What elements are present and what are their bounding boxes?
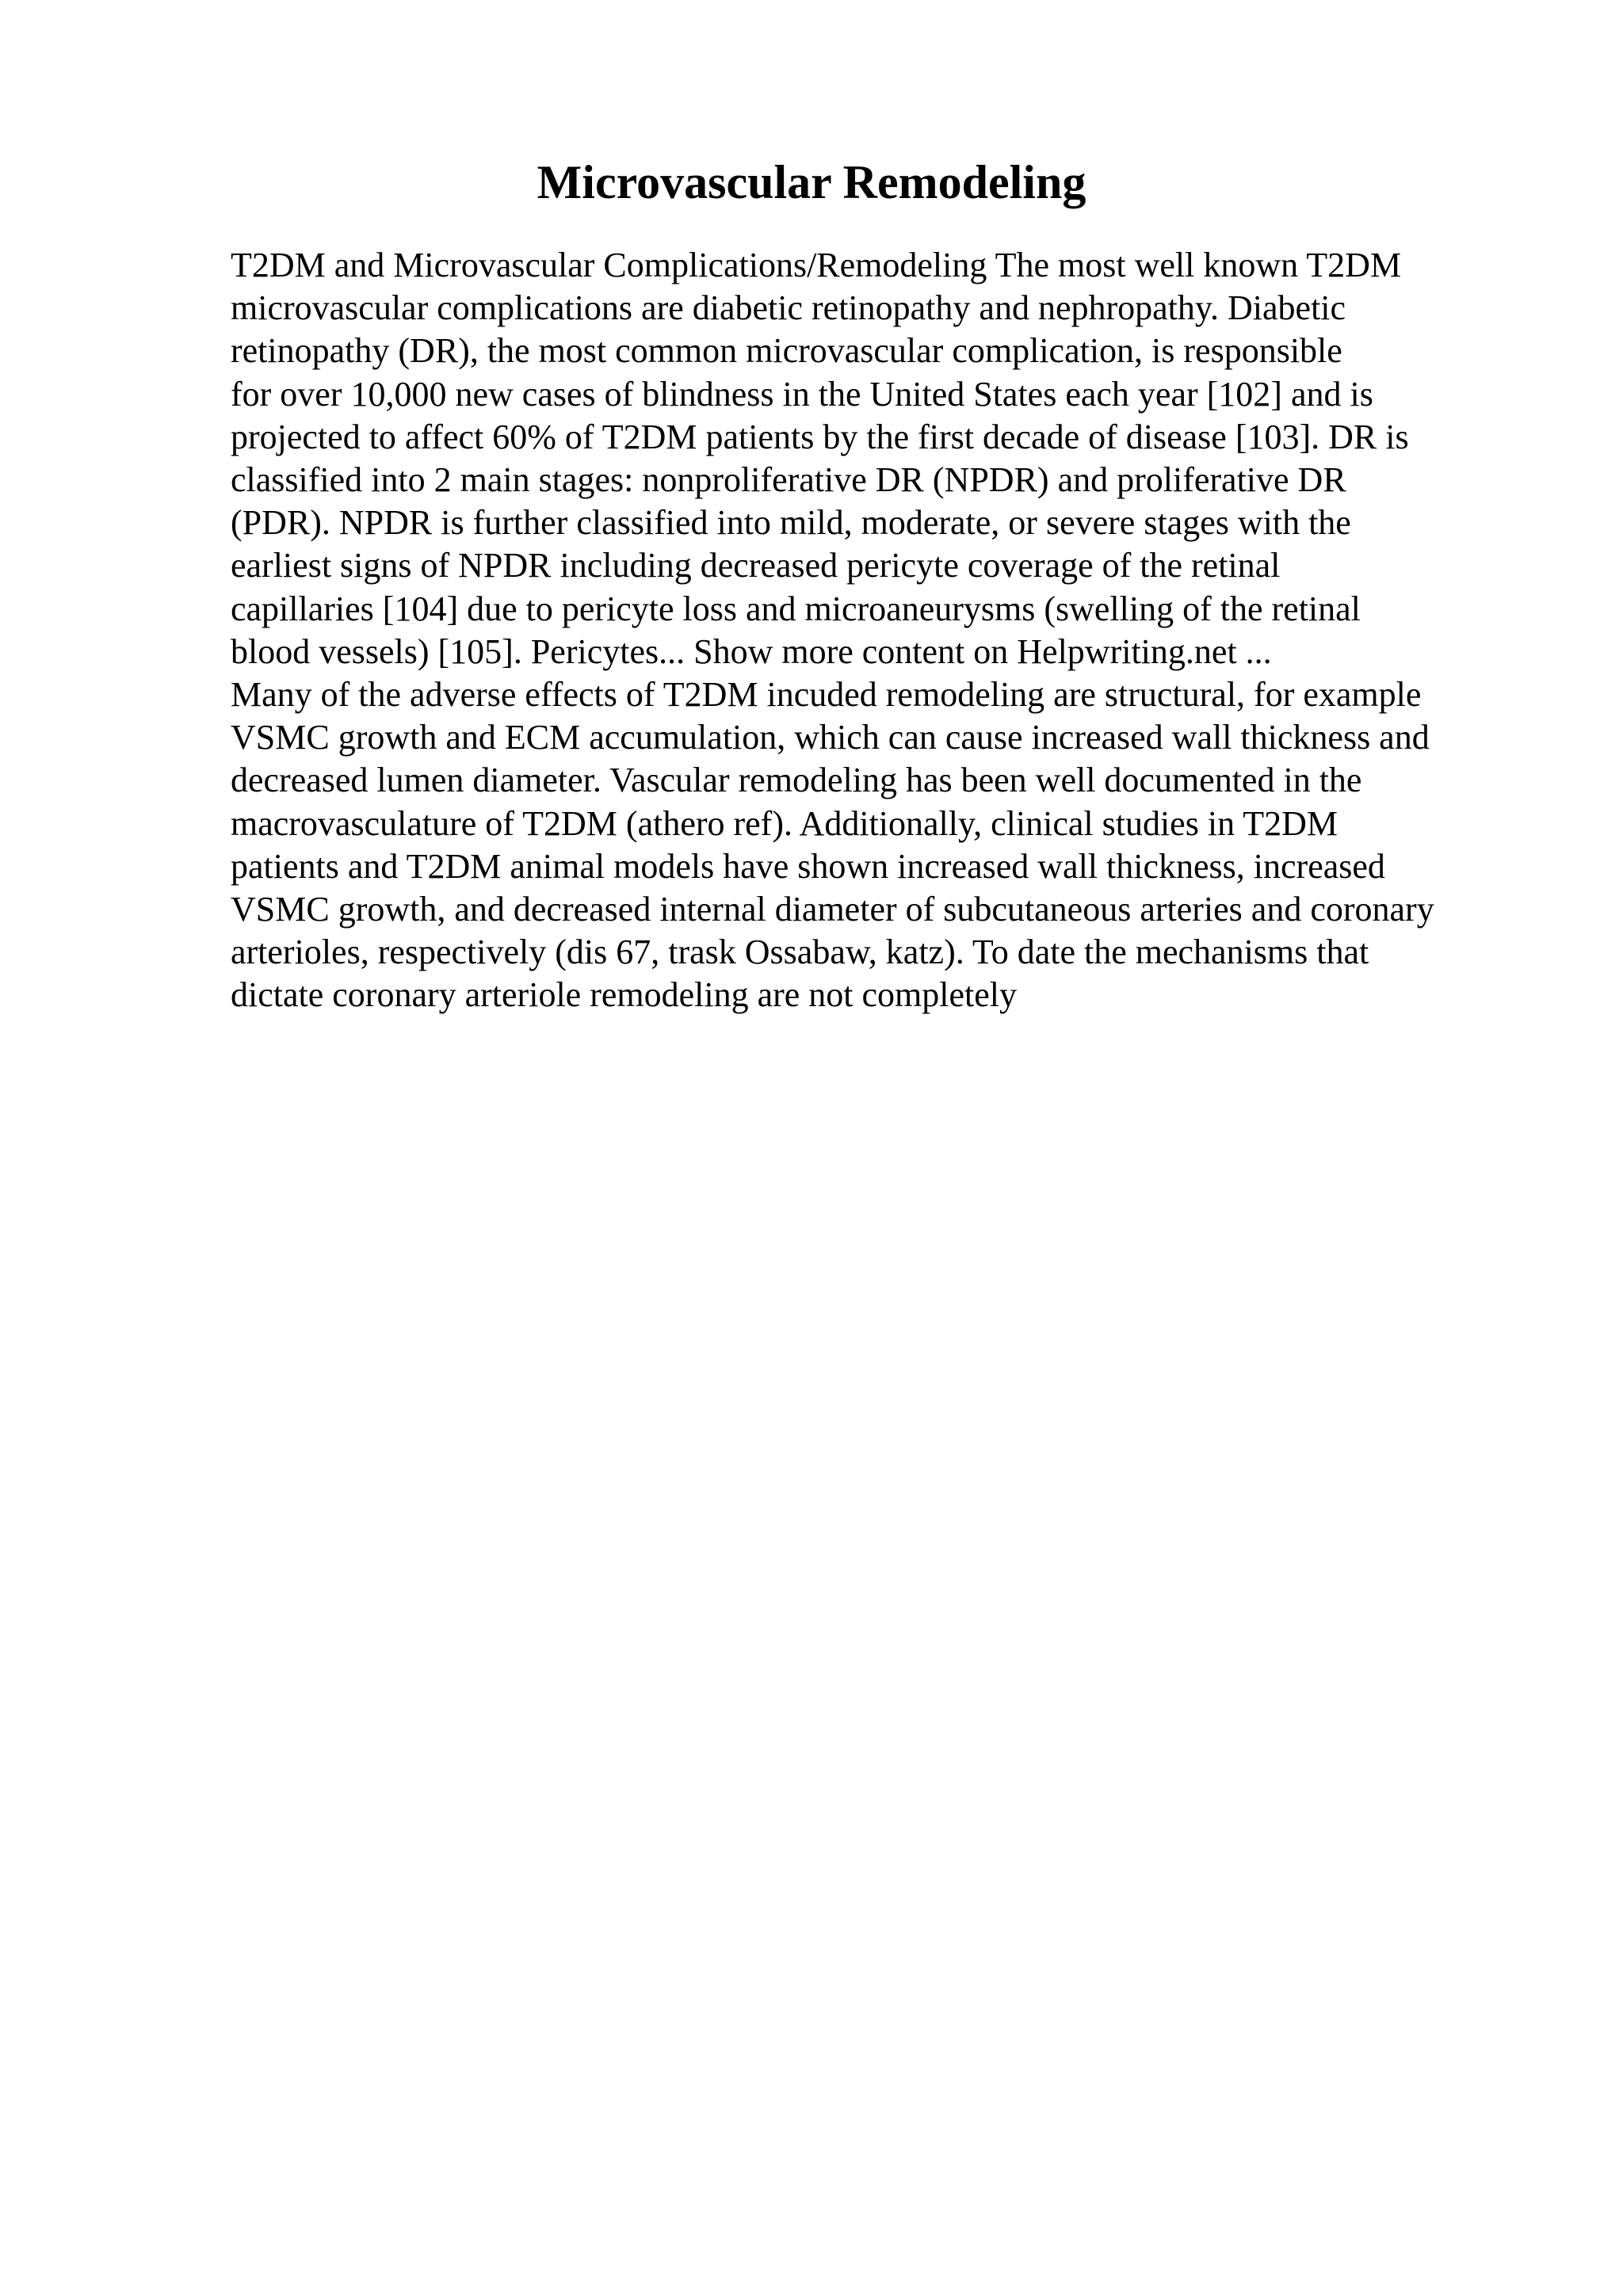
- text-line-12: VSMC growth and ECM accumulation, which can cause increased wall thickness and: [231, 718, 1430, 757]
- text-line-9: capillaries [104] due to pericyte loss and microaneurysms (swelling of the retinal: [231, 589, 1361, 628]
- page-title: Microvascular Remodeling: [537, 156, 1086, 208]
- text-line-16: VSMC growth, and decreased internal diameter of subcutaneous arteries and coronary: [231, 890, 1434, 929]
- text-line-5: projected to affect 60% of T2DM patients by the first decade of disease [103]. DR is: [231, 417, 1409, 456]
- text-line-13: decreased lumen diameter. Vascular remodeling has been well documented in the: [231, 761, 1362, 800]
- text-line-11: Many of the adverse effects of T2DM incuded remodeling are structural, for example: [231, 675, 1422, 715]
- text-line-8: earliest signs of NPDR including decreased pericyte coverage of the retinal: [231, 546, 1281, 585]
- text-line-17: arterioles, respectively (dis 67, trask Ossabaw, katz). To date the mechanisms that: [231, 933, 1369, 972]
- text-line-2: microvascular complications are diabetic retinopathy and nephropathy. Diabetic: [231, 288, 1346, 328]
- body-text: [231, 244, 1538, 1017]
- text-line-10: blood vessels) [105]. Pericytes... Show more content on Helpwriting.net ...: [231, 631, 1272, 671]
- text-line-7: (PDR). NPDR is further classified into mild, moderate, or severe stages with the: [231, 503, 1351, 543]
- text-line-18: dictate coronary arteriole remodeling are not completely: [231, 975, 1017, 1015]
- text-line-15: patients and T2DM animal models have shown increased wall thickness, increased: [231, 846, 1385, 886]
- text-line-4: for over 10,000 new cases of blindness in the United States each year [102] and is: [231, 374, 1373, 414]
- text-line-1: T2DM and Microvascular Complications/Remodeling The most well known T2DM: [231, 246, 1402, 284]
- text-line-6: classified into 2 main stages: nonproliferative DR (NPDR) and proliferative DR: [231, 460, 1346, 500]
- text-line-14: macrovasculature of T2DM (athero ref). Additionally, clinical studies in T2DM: [231, 803, 1338, 843]
- text-line-3: retinopathy (DR), the most common microvascular complication, is responsible: [231, 331, 1342, 371]
